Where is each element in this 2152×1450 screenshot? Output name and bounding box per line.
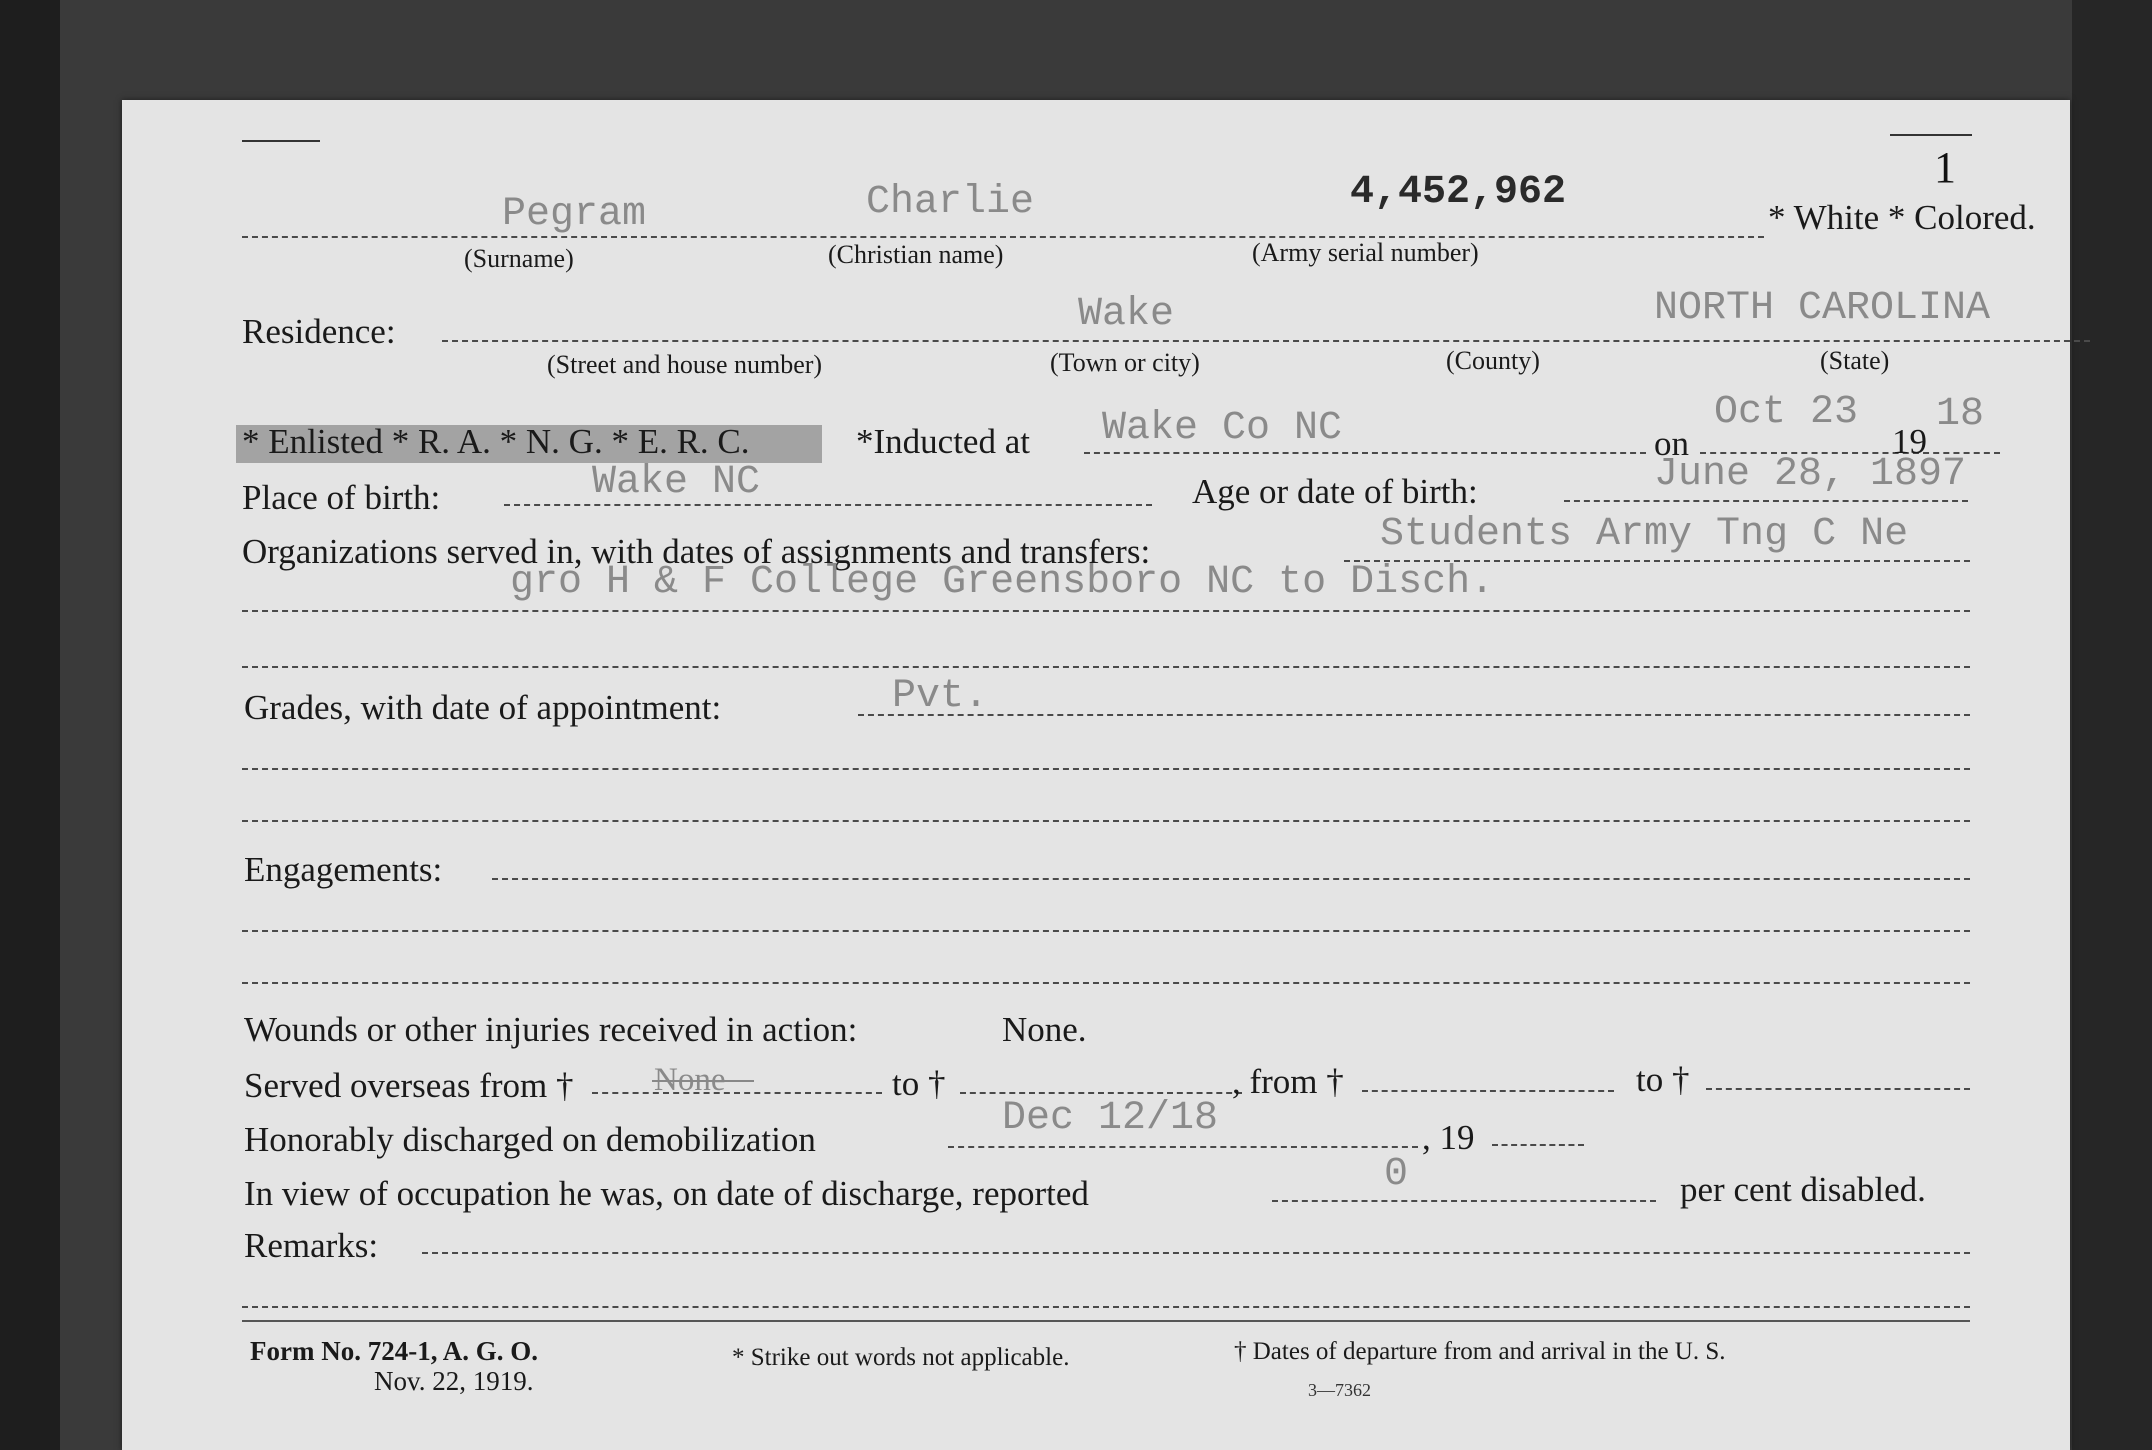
caption-state: (State) [1820, 346, 1890, 375]
grades-line-3 [242, 820, 1970, 822]
top-left-rule [242, 140, 320, 142]
inducted-place-value: Wake Co NC [1102, 406, 1343, 451]
service-record-card [122, 100, 2070, 1450]
grades-value: Pvt. [892, 674, 989, 719]
grades-line-2 [242, 768, 1970, 770]
overseas-to-label: to † [892, 1064, 946, 1103]
engagements-line-2 [242, 930, 1970, 932]
disability-line [1272, 1200, 1656, 1202]
engagements-line-1 [492, 878, 1970, 880]
inducted-year-prefix: 19 [1892, 422, 1927, 461]
on-label: on [1654, 424, 1689, 463]
wounds-value: None. [1002, 1010, 1087, 1049]
residence-state-value: NORTH CAROLINA [1654, 286, 1991, 331]
overseas-from-line-2 [1362, 1090, 1614, 1092]
remarks-label: Remarks: [244, 1226, 379, 1265]
inducted-at-label: *Inducted at [856, 422, 1030, 461]
caption-town: (Town or city) [1050, 348, 1200, 377]
race-options: * White * Colored. [1768, 198, 2036, 237]
form-date: Nov. 22, 1919. [374, 1366, 534, 1396]
place-of-birth-label: Place of birth: [242, 478, 441, 517]
organizations-line-3 [242, 666, 1970, 668]
organizations-value-1: Students Army Tng C Ne [1380, 512, 1909, 557]
strike-out-note: * Strike out words not applicable. [732, 1344, 1070, 1371]
overseas-from-label-2: , from † [1232, 1062, 1344, 1101]
date-of-birth-line [1564, 500, 1968, 502]
discharge-label: Honorably discharged on demobilization [244, 1120, 816, 1159]
engagements-line-3 [242, 982, 1970, 984]
surname-value: Pegram [502, 192, 647, 237]
disability-suffix: per cent disabled. [1680, 1170, 1926, 1209]
place-of-birth-value: Wake NC [592, 460, 761, 505]
organizations-line-2 [242, 610, 1970, 612]
date-of-birth-value: June 28, 1897 [1654, 452, 1967, 497]
card-number: 1 [1934, 143, 1956, 192]
enlistment-options: * Enlisted * R. A. * N. G. * E. R. C. [242, 422, 750, 461]
footer-rule [242, 1320, 1970, 1322]
remarks-line-2 [242, 1306, 1970, 1308]
grades-label: Grades, with date of appointment: [244, 688, 722, 727]
overseas-from-line [592, 1092, 882, 1094]
overseas-from-strike [652, 1080, 754, 1082]
printer-code: 3—7362 [1308, 1380, 1371, 1400]
caption-county: (County) [1446, 346, 1540, 375]
form-number: Form No. 724-1, A. G. O. [250, 1336, 538, 1366]
inducted-year-value: 18 [1936, 392, 1985, 437]
discharge-date-value: Dec 12/18 [1002, 1096, 1219, 1141]
overseas-to-line [960, 1092, 1242, 1094]
remarks-line-1 [422, 1252, 1970, 1254]
disability-value: 0 [1384, 1152, 1409, 1197]
army-serial-number: 4,452,962 [1350, 170, 1567, 215]
organizations-value-2: gro H & F College Greensboro NC to Disch. [510, 560, 1495, 605]
inducted-place-line [1084, 452, 1646, 454]
caption-serial-number: (Army serial number) [1252, 238, 1479, 267]
inducted-date-value: Oct 23 [1714, 390, 1859, 435]
caption-surname: (Surname) [464, 244, 574, 273]
disability-label: In view of occupation he was, on date of discharge, reported [244, 1174, 1089, 1213]
wounds-label: Wounds or other injuries received in action: [244, 1010, 858, 1049]
discharge-date-line [948, 1146, 1418, 1148]
top-right-rule [1890, 134, 1972, 136]
served-overseas-label: Served overseas from † [244, 1066, 574, 1105]
scan-background-right [2072, 0, 2152, 1450]
christian-name-value: Charlie [866, 180, 1035, 225]
overseas-to-line-2 [1706, 1088, 1970, 1090]
grades-line-1 [858, 714, 1970, 716]
residence-line [442, 340, 2090, 342]
residence-town-value: Wake [1078, 292, 1175, 337]
caption-street: (Street and house number) [547, 350, 823, 379]
caption-christian-name: (Christian name) [828, 240, 1004, 269]
discharge-year-line [1492, 1144, 1584, 1146]
organizations-label: Organizations served in, with dates of assignments and transfers: [242, 532, 1151, 571]
overseas-to-label-2: to † [1636, 1060, 1690, 1099]
date-of-birth-label: Age or date of birth: [1192, 472, 1478, 511]
residence-label: Residence: [242, 312, 396, 351]
scan-background-left [0, 0, 60, 1450]
engagements-label: Engagements: [244, 850, 443, 889]
name-line [242, 236, 1764, 238]
overseas-from-value: None [654, 1062, 726, 1098]
dates-note: † Dates of departure from and arrival in the U. S. [1234, 1338, 1726, 1365]
discharge-year-prefix: , 19 [1422, 1118, 1475, 1157]
